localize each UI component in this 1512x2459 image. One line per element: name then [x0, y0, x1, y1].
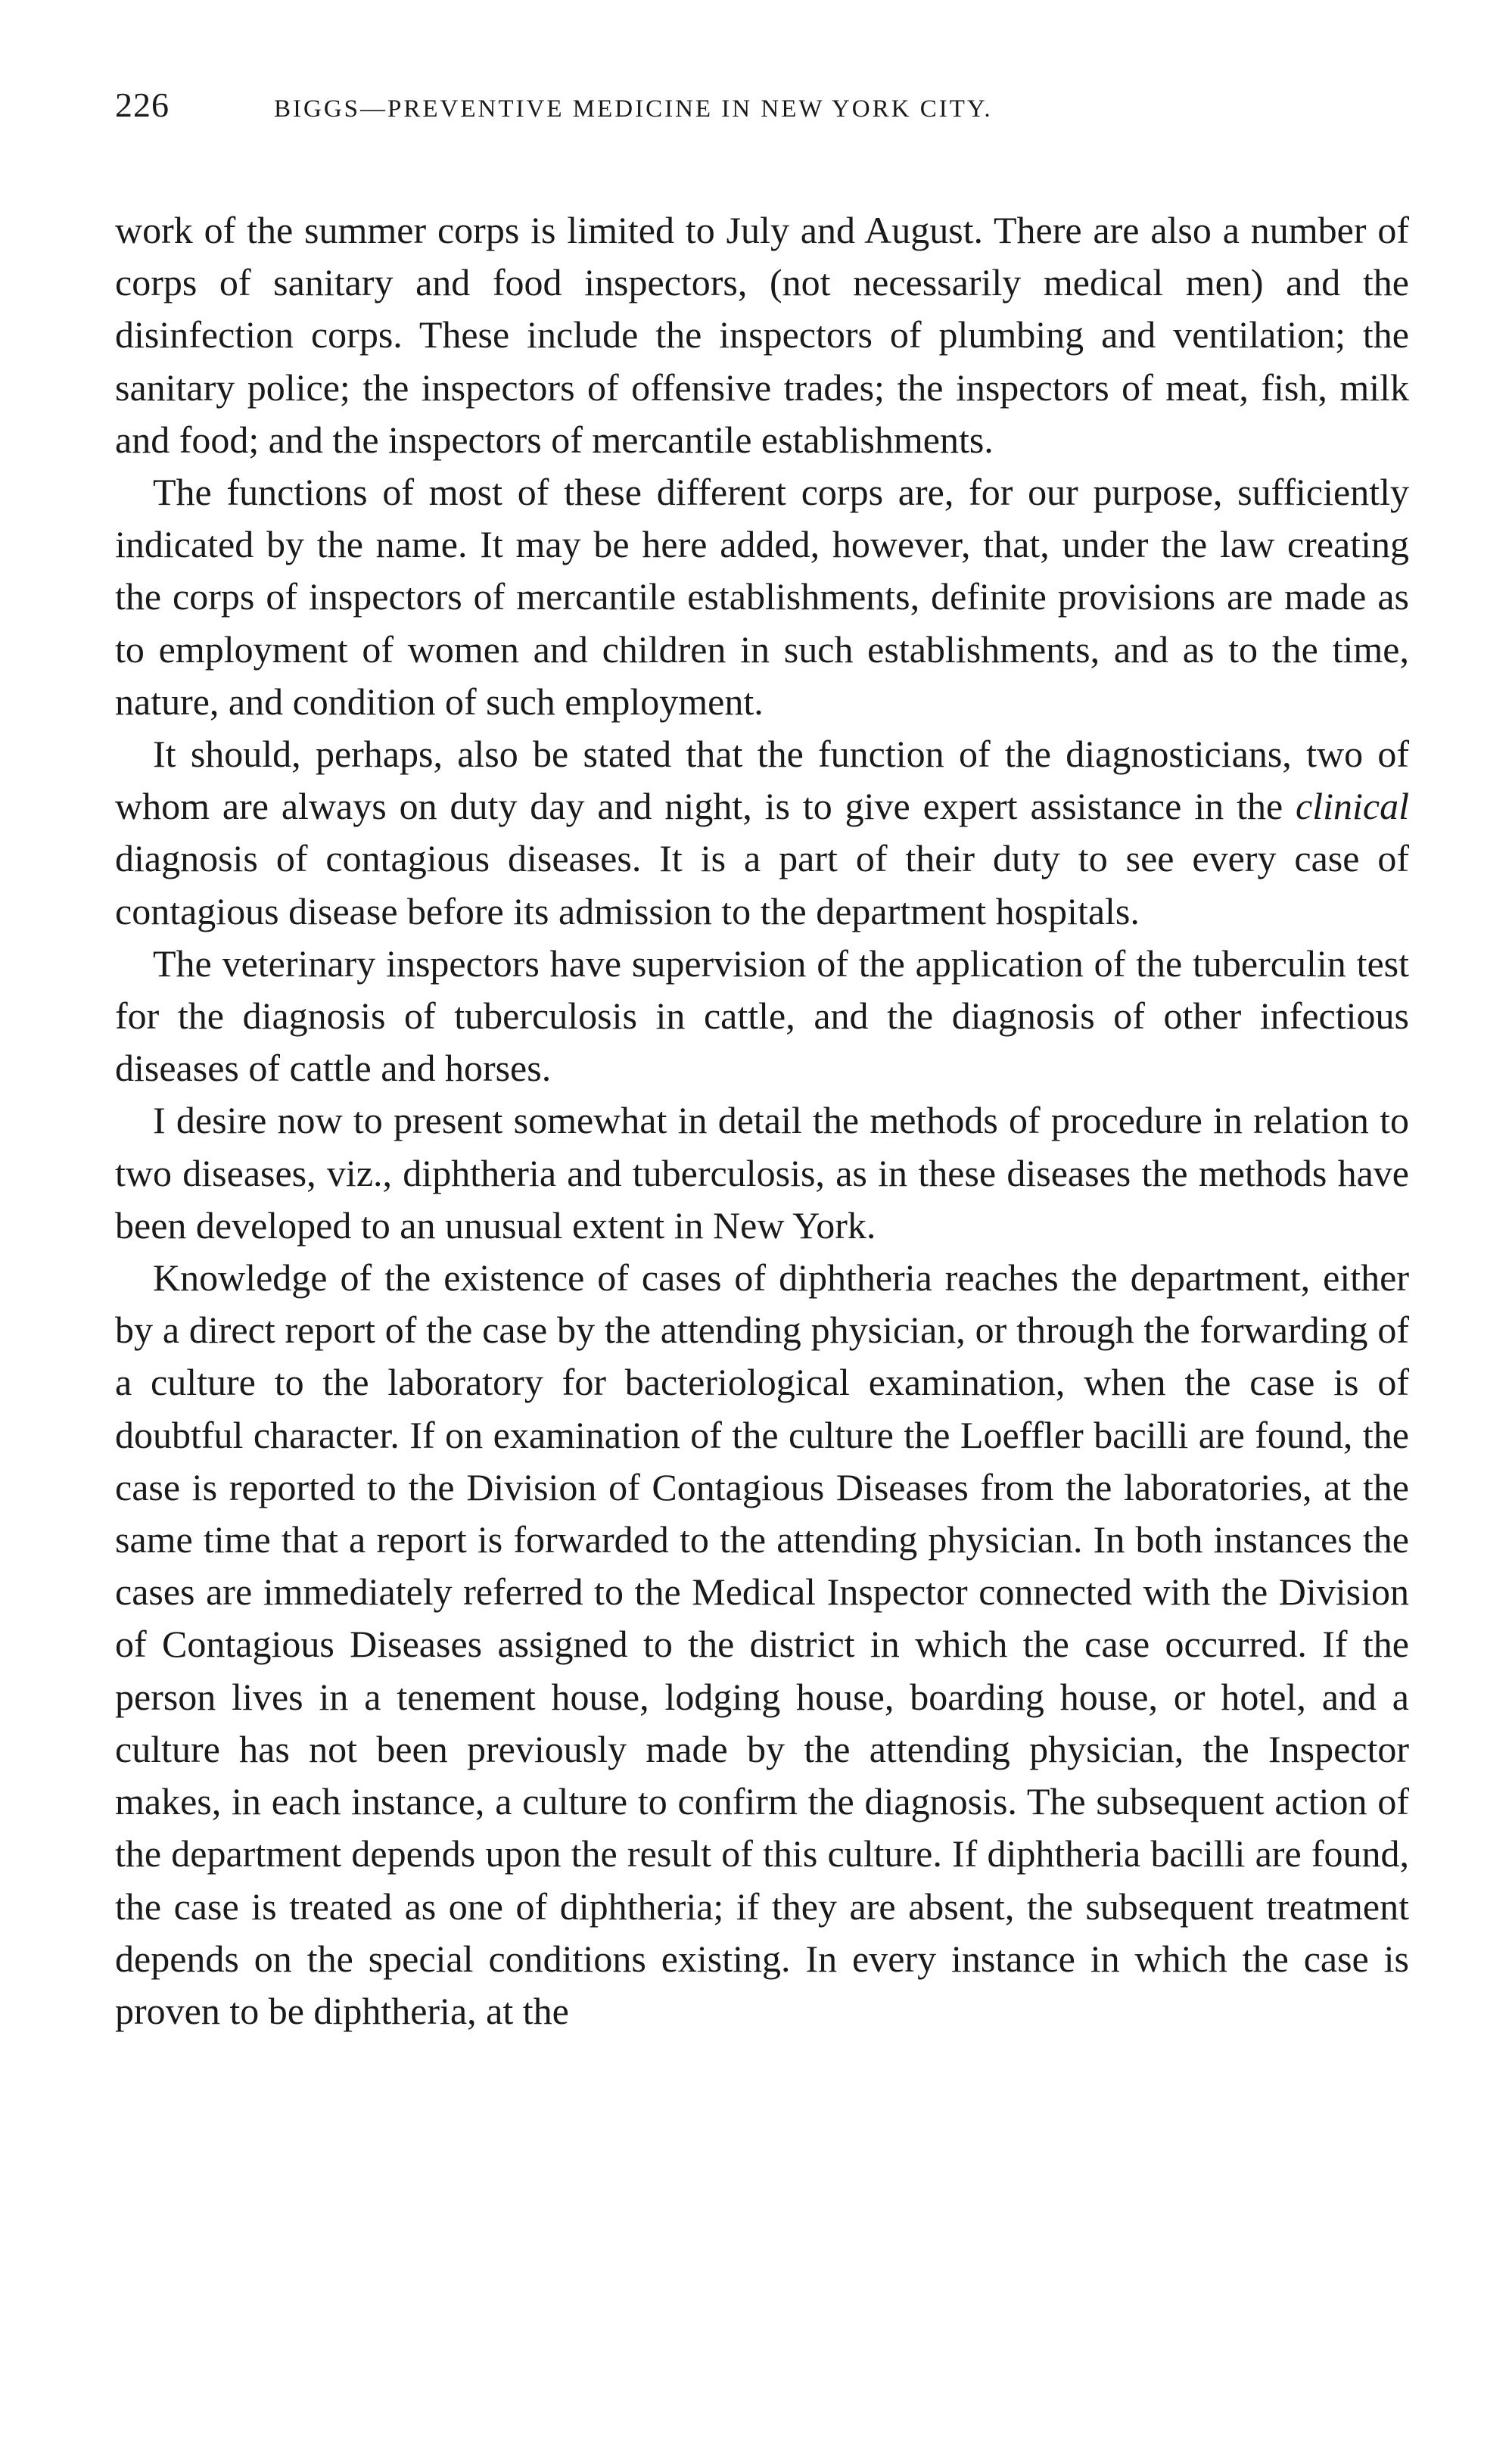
paragraph: The veterinary inspectors have supervision of the application of the tuberculin test for the diagnosis of tuberculosis in cattle, and the diagnosis of other infectious diseases of cattle and horses. — [115, 942, 1409, 1090]
body-text — [115, 204, 1409, 2037]
paragraph: Knowledge of the existence of cases of diphtheria reaches the department, either by a direct report of the case by the attending physician, or through the forwarding of a culture to the laboratory for bacteriological examination, when the case is of doubtful character. If on examination of the culture the Loeffler bacilli are found, the case is reported to the Division of Contagious Diseases from the laboratories, at the same time that a report is forwarded to the attending physician. In both instances the cases are immediately referred to the Medical Inspector connected with the Division of Contagious Diseases assigned to the district in which the case occurred. If the person lives in a tenement house, lodging house, boarding house, or hotel, and a culture has not been previously made by the attending physician, the Inspector makes, in each instance, a culture to confirm the diagnosis. The subsequent action of the department depends upon the result of this culture. If diphtheria bacilli are found, the case is treated as one of diphtheria; if they are absent, the subsequent treatment depends on the special conditions existing. In every instance in which the case is proven to be diphtheria, at the — [115, 1256, 1409, 2032]
paragraph-diagnosticians — [115, 728, 1409, 938]
running-head — [115, 85, 1409, 145]
paragraph-continued: work of the summer corps is limited to July and August. There are also a number of corps of sanitary and food inspectors, (not necessarily medical men) and the disinfection corps. These include the inspectors of plumbing and ventilation; the sanitary police; the inspectors of offensive trades; the inspectors of meat, fish, milk and food; and the inspectors of mercantile establishments. — [115, 209, 1409, 461]
paragraph-text: It should, perhaps, also be stated that the function of the diagnosticians, two of whom are always on duty day and night, is to give expert assistance in the — [115, 733, 1409, 828]
paragraph: The functions of most of these different corps are, for our purpose, sufficiently indicated by the name. It may be here added, however, that, under the law creating the corps of inspectors of mercantile establishments, definite provisions are made as to employment of women and children in such establishments, and as to the time, nature, and condition of such employment. — [115, 471, 1409, 723]
document-page — [115, 85, 1409, 2037]
italic-emphasis: clinical — [1296, 785, 1409, 828]
running-title: BIGGS—PREVENTIVE MEDICINE IN NEW YORK CITY. — [274, 95, 993, 123]
paragraph-text: diagnosis of contagious diseases. It is a part of their duty to see every case of contagious disease before its admission to the department hospitals. — [115, 837, 1409, 932]
paragraph: I desire now to present somewhat in detail the methods of procedure in relation to two diseases, viz., diphtheria and tuberculosis, as in these diseases the methods have been developed to an unusual extent in New York. — [115, 1099, 1409, 1247]
page-number: 226 — [115, 86, 170, 124]
